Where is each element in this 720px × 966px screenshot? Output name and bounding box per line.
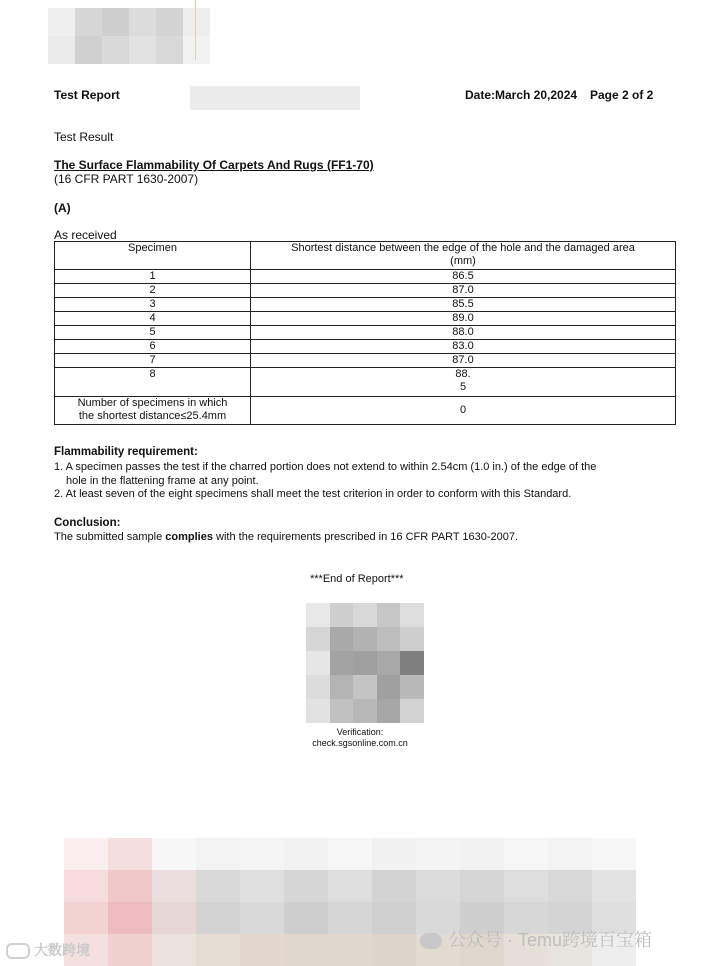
summary-value: 0: [251, 397, 676, 425]
table-row: 1 86.5: [55, 270, 676, 284]
blurred-logo: [48, 8, 210, 64]
table-row: 6 83.0: [55, 340, 676, 354]
condition-label: As received: [54, 228, 117, 242]
table-row: 7 87.0: [55, 354, 676, 368]
requirement-item-2: 2. At least seven of the eight specimens shall meet the test criterion in order to conform with this Standard.: [54, 488, 572, 500]
results-table: [54, 241, 676, 425]
watermark-logo-icon: [6, 943, 30, 959]
watermark-right: 公众号 · Temu跨境百宝箱: [420, 926, 652, 952]
table-header-row: [55, 242, 676, 270]
group-label: (A): [54, 201, 71, 215]
report-title: Test Report: [54, 88, 120, 102]
summary-row: [55, 397, 676, 425]
distance-header: Shortest distance between the edge of the hole and the damaged area (mm): [251, 242, 676, 270]
crop-mark: [195, 0, 196, 60]
standard-title: The Surface Flammability Of Carpets And Rugs (FF1-70): [54, 158, 374, 172]
conclusion-text: The submitted sample complies with the requirements prescribed in 16 CFR PART 1630-2007.: [54, 531, 519, 543]
table-row: 3 85.5: [55, 298, 676, 312]
end-of-report: ***End of Report***: [310, 573, 404, 585]
requirement-item-1: 1. A specimen passes the test if the charred portion does not extend to within 2.54cm (1.0 in.) of the edge of the hole in the flattening frame at any point.: [54, 461, 597, 487]
blurred-report-number: [190, 86, 360, 110]
verification-block: Verification: check.sgsonline.com.cn: [300, 727, 420, 749]
report-date: Date:March 20,2024: [465, 88, 578, 102]
blurred-qr-code: [306, 603, 424, 723]
requirement-heading: Flammability requirement:: [54, 446, 198, 458]
page-number: Page 2 of 2: [590, 88, 654, 102]
conclusion-heading: Conclusion:: [54, 517, 121, 529]
table-row: 4 89.0: [55, 312, 676, 326]
watermark-left: 大数跨境: [6, 940, 90, 960]
table-row: 8 88. 5: [55, 368, 676, 397]
verification-url: check.sgsonline.com.cn: [312, 738, 408, 748]
table-row: 2 87.0: [55, 284, 676, 298]
specimen-header: Specimen: [55, 242, 251, 270]
wechat-icon: [420, 933, 442, 949]
summary-label: Number of specimens in which the shortest distance≤25.4mm: [55, 397, 251, 425]
test-result-label: Test Result: [54, 130, 114, 144]
table-row: 5 88.0: [55, 326, 676, 340]
standard-reference: (16 CFR PART 1630-2007): [54, 172, 199, 186]
